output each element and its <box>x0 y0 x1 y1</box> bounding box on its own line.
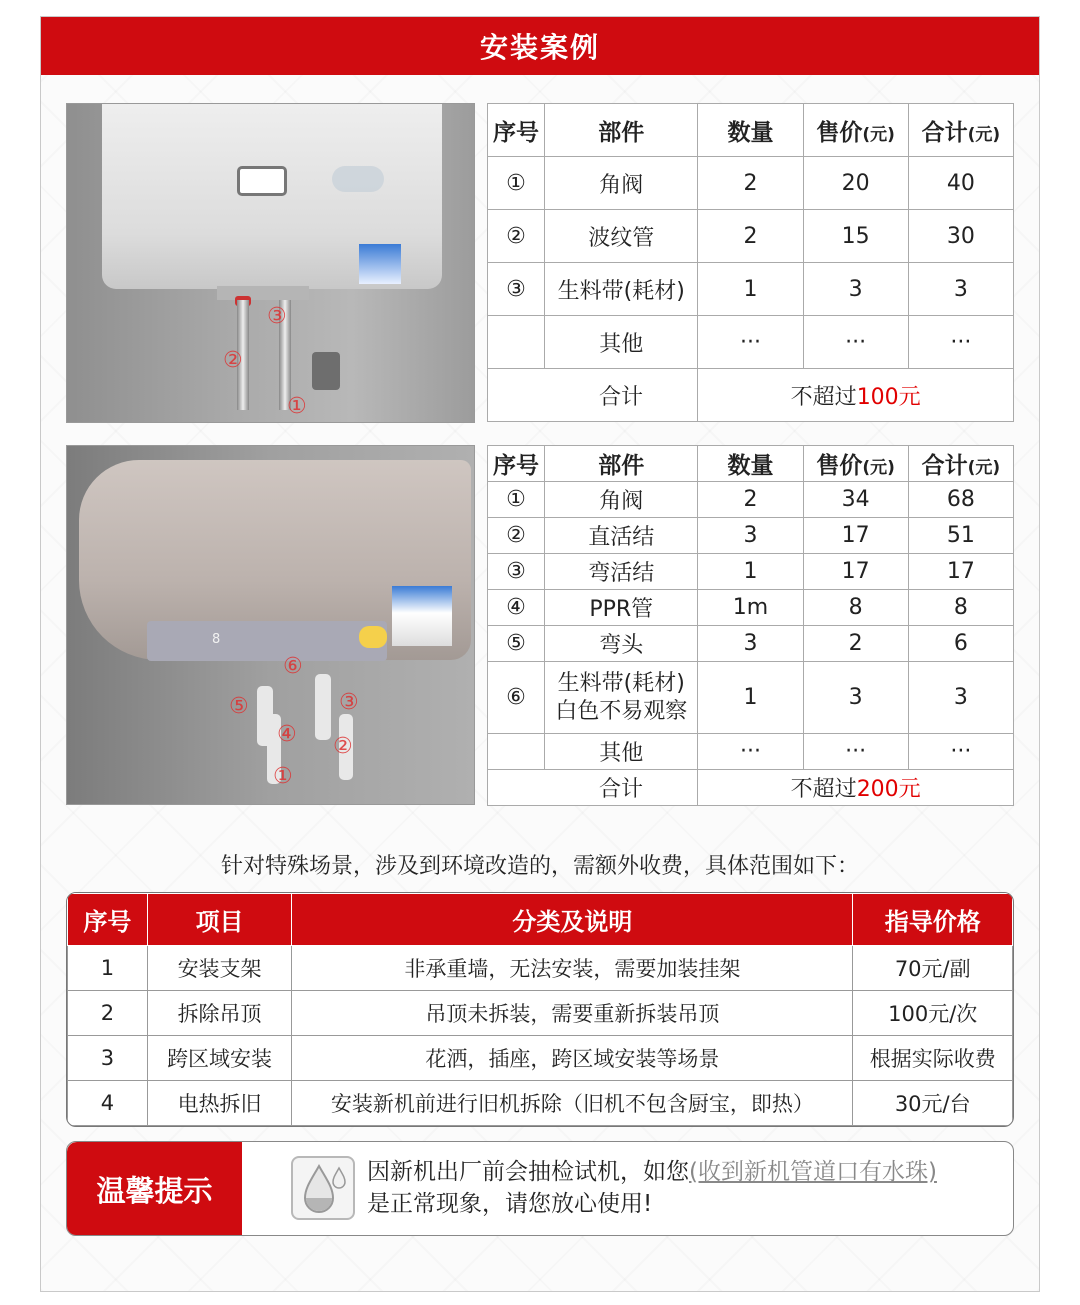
energy-label-icon <box>359 244 401 284</box>
cell-total: 68 <box>908 482 1013 518</box>
cell-qty: ··· <box>698 734 803 770</box>
case1-photo <box>66 103 475 423</box>
case2-parts-table <box>487 445 1014 806</box>
energy-label-icon <box>392 586 452 646</box>
cell-price: 15 <box>803 210 908 263</box>
cell-qty: 2 <box>698 210 803 263</box>
cell-price: 17 <box>803 554 908 590</box>
page-title: 安装案例 <box>41 17 1039 75</box>
table-row <box>488 316 1014 369</box>
cell-total: 3 <box>908 263 1013 316</box>
col-qty: 数量 <box>698 104 803 157</box>
case2-photo <box>66 445 475 805</box>
cell-desc: 非承重墙，无法安装，需要加装挂架 <box>292 946 853 991</box>
cell-part: 角阀 <box>545 157 698 210</box>
cell-part: 波纹管 <box>545 210 698 263</box>
cell-total: 8 <box>908 590 1013 626</box>
tip-message <box>367 1156 937 1220</box>
cell-part: 生料带(耗材) 白色不易观察 <box>545 662 698 734</box>
table-row <box>68 1036 1013 1081</box>
cell-price: 3 <box>803 662 908 734</box>
tip-tag: 温馨提示 <box>67 1142 242 1236</box>
cell-total: 40 <box>908 157 1013 210</box>
cell-part: 其他 <box>545 316 698 369</box>
cell-qty: 1 <box>698 554 803 590</box>
cell-item: 跨区域安装 <box>147 1036 292 1081</box>
cell-price: 34 <box>803 482 908 518</box>
tip-line1: 因新机出厂前会抽检试机，如您 <box>367 1159 689 1185</box>
power-button-icon <box>359 626 387 648</box>
extra-fee-note: 针对特殊场景，涉及到环境改造的，需额外收费，具体范围如下： <box>220 854 859 879</box>
col-no: 序号 <box>488 104 545 157</box>
cell-qty: ··· <box>698 316 803 369</box>
cell-no: ② <box>488 518 545 554</box>
photo-mark-2: ② <box>333 734 353 759</box>
sum-label: 合计 <box>545 369 698 422</box>
table-row <box>488 554 1014 590</box>
cell-no: ⑥ <box>488 662 545 734</box>
sum-label: 合计 <box>545 770 698 806</box>
cell-no: 1 <box>68 946 148 991</box>
col-no: 序号 <box>488 446 545 482</box>
cell-part: PPR管 <box>545 590 698 626</box>
sum-row <box>488 369 1014 422</box>
cell-no: ① <box>488 482 545 518</box>
cell-price: 100元/次 <box>853 991 1013 1036</box>
power-socket <box>312 352 340 390</box>
cell-no: ② <box>488 210 545 263</box>
install-case-card <box>40 16 1040 1292</box>
cell-blank <box>488 369 545 422</box>
cell-part: 角阀 <box>545 482 698 518</box>
sum-value: 不超过100元 <box>698 369 1014 422</box>
table-row <box>488 734 1014 770</box>
table-row <box>488 662 1014 734</box>
photo-mark-3: ③ <box>267 304 287 329</box>
cell-desc: 安装新机前进行旧机拆除（旧机不包含厨宝，即热） <box>292 1081 853 1126</box>
cell-item: 拆除吊顶 <box>147 991 292 1036</box>
cell-no <box>488 734 545 770</box>
table-header-row <box>68 894 1013 946</box>
col-total: 合计(元) <box>908 104 1013 157</box>
table-row <box>488 626 1014 662</box>
extra-fee-table <box>66 892 1014 1127</box>
tip-line2: 是正常现象，请您放心使用! <box>367 1191 653 1217</box>
cell-total: 6 <box>908 626 1013 662</box>
col-price: 售价(元) <box>803 104 908 157</box>
table-row <box>68 991 1013 1036</box>
cell-blank <box>488 770 545 806</box>
photo-mark-1: ① <box>273 764 293 789</box>
col-no: 序号 <box>68 894 148 946</box>
col-price: 指导价格 <box>853 894 1013 946</box>
cell-price: 70元/副 <box>853 946 1013 991</box>
cell-item: 安装支架 <box>147 946 292 991</box>
table-row <box>488 482 1014 518</box>
cell-no <box>488 316 545 369</box>
cell-no: ⑤ <box>488 626 545 662</box>
cell-price: 8 <box>803 590 908 626</box>
col-qty: 数量 <box>698 446 803 482</box>
col-part: 部件 <box>545 446 698 482</box>
cell-price: 根据实际收费 <box>853 1036 1013 1081</box>
cell-price: ··· <box>803 734 908 770</box>
cell-item: 电热拆旧 <box>147 1081 292 1126</box>
cell-no: ④ <box>488 590 545 626</box>
pipe-plate <box>217 286 309 300</box>
cell-desc: 吊顶未拆装，需要重新拆装吊顶 <box>292 991 853 1036</box>
photo-mark-1: ① <box>287 394 307 419</box>
cell-qty: 3 <box>698 518 803 554</box>
cell-no: ① <box>488 157 545 210</box>
cell-desc: 花洒，插座，跨区域安装等场景 <box>292 1036 853 1081</box>
case1-parts-table <box>487 103 1014 422</box>
cell-no: ③ <box>488 554 545 590</box>
cell-part: 其他 <box>545 734 698 770</box>
cell-total: 3 <box>908 662 1013 734</box>
photo-mark-3: ③ <box>339 690 359 715</box>
table-row <box>488 518 1014 554</box>
cell-price: 17 <box>803 518 908 554</box>
table-row <box>68 946 1013 991</box>
col-item: 项目 <box>147 894 292 946</box>
table-row <box>488 210 1014 263</box>
cell-total: ··· <box>908 734 1013 770</box>
cell-qty: 3 <box>698 626 803 662</box>
col-part: 部件 <box>545 104 698 157</box>
photo-mark-5: ⑤ <box>229 694 249 719</box>
table-row <box>488 590 1014 626</box>
sum-value: 不超过200元 <box>698 770 1014 806</box>
cell-price: 3 <box>803 263 908 316</box>
table-row <box>488 263 1014 316</box>
cell-qty: 2 <box>698 482 803 518</box>
cell-part: 弯活结 <box>545 554 698 590</box>
cell-no: ③ <box>488 263 545 316</box>
cell-no: 4 <box>68 1081 148 1126</box>
cell-total: 51 <box>908 518 1013 554</box>
cell-qty: 1m <box>698 590 803 626</box>
warm-tip-box <box>66 1141 1014 1236</box>
cell-total: 30 <box>908 210 1013 263</box>
table-row <box>68 1081 1013 1126</box>
table-row <box>488 157 1014 210</box>
cell-price: ··· <box>803 316 908 369</box>
cell-total: 17 <box>908 554 1013 590</box>
cell-no: 2 <box>68 991 148 1036</box>
cell-price: 2 <box>803 626 908 662</box>
cell-total: ··· <box>908 316 1013 369</box>
sum-row <box>488 770 1014 806</box>
photo-mark-4: ④ <box>277 722 297 747</box>
thermometer-gauge-icon <box>237 166 287 196</box>
col-price: 售价(元) <box>803 446 908 482</box>
col-total: 合计(元) <box>908 446 1013 482</box>
table-header-row <box>488 104 1014 157</box>
brand-logo <box>332 166 384 192</box>
col-desc: 分类及说明 <box>292 894 853 946</box>
cell-qty: 1 <box>698 662 803 734</box>
cell-part: 生料带(耗材) <box>545 263 698 316</box>
cell-part: 直活结 <box>545 518 698 554</box>
photo-mark-2: ② <box>223 348 243 373</box>
cell-no: 3 <box>68 1036 148 1081</box>
water-drops-icon <box>291 1156 355 1220</box>
cell-price: 30元/台 <box>853 1081 1013 1126</box>
cell-qty: 1 <box>698 263 803 316</box>
pipe-right <box>315 674 331 740</box>
cell-qty: 2 <box>698 157 803 210</box>
display-readout: 8 <box>212 632 221 647</box>
table-header-row <box>488 446 1014 482</box>
photo-mark-6: ⑥ <box>283 654 303 679</box>
cell-part: 弯头 <box>545 626 698 662</box>
cell-price: 20 <box>803 157 908 210</box>
tip-highlight: (收到新机管道口有水珠) <box>689 1159 937 1185</box>
control-panel <box>147 621 387 661</box>
